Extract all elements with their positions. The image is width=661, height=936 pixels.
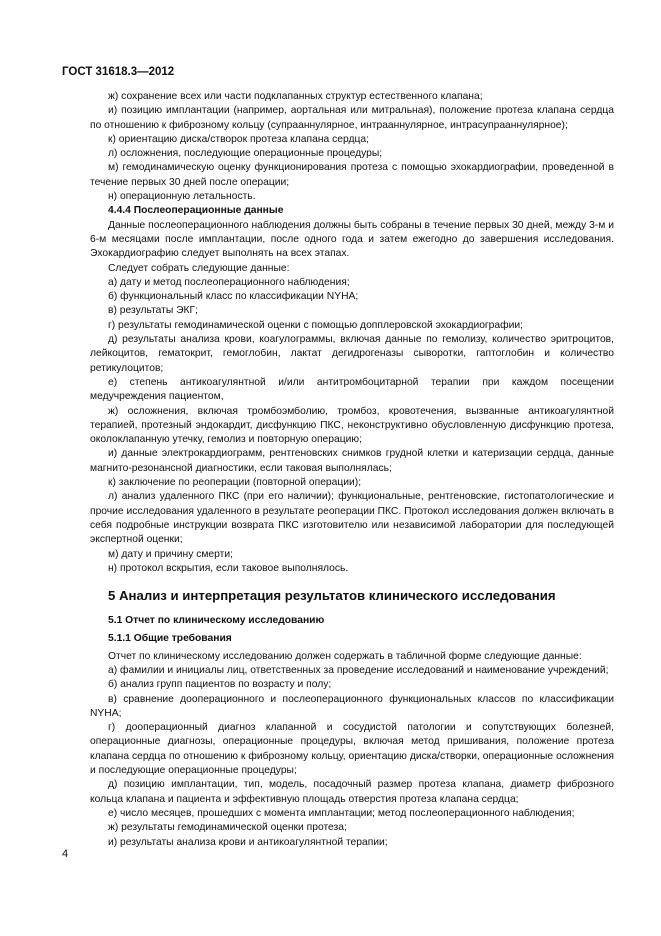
list-item: ж) результаты гемодинамической оценки протеза; xyxy=(108,822,347,834)
subsection-title-4-4-4: 4.4.4 Послеоперационные данные xyxy=(108,205,284,217)
list-item: а) фамилии и инициалы лиц, ответственных за проведение исследований и наименование учреждений; xyxy=(108,664,609,676)
list-item: л) анализ удаленного ПКС (при его наличии); функциональные, рентгеновские, гистопатологические и прочие исследования удаленного в результате реоперации ПКС. Протокол исследования должен включать в себя подробные инструкции возврата ПКС изготовителю или независимой лаборатории для последующей экспертной оценки; xyxy=(90,491,614,546)
list-item: в) результаты ЭКГ; xyxy=(108,305,198,317)
list-item: м) дату и причину смерти; xyxy=(108,548,233,560)
list-item: н) протокол вскрытия, если таковое выполнялось. xyxy=(108,562,349,574)
list-item: д) позицию имплантации, тип, модель, посадочный размер протеза клапана, диаметр фиброзного кольца клапана и пациента и эффективную площадь отверстия протеза клапана сердца; xyxy=(90,779,614,805)
document-header: ГОСТ 31618.3—2012 xyxy=(62,66,175,78)
list-item: г) дооперационный диагноз клапанной и сосудистой патологии и сопутствующих болезней, операционные диагнозы, операционные процедуры, включая метод пришивания, положение протеза клапана сердца по отношению к фиброзному кольцу, ориентацию диска/створки, операционные осложнения и последующие операционные процедуры; xyxy=(90,722,614,777)
list-item: а) дату и метод послеоперационного наблюдения; xyxy=(108,276,350,288)
list-item: ж) сохранение всех или части подклапанных структур естественного клапана; xyxy=(108,91,483,102)
list-item: и) результаты анализа крови и антикоагулянтной терапии; xyxy=(108,836,388,848)
list-item: б) функциональный класс по классификации NYHA; xyxy=(108,291,359,303)
paragraph: Следует собрать следующие данные: xyxy=(108,262,290,274)
list-item: л) осложнения, последующие операционные процедуры; xyxy=(108,148,383,160)
subsection-title-5-1: 5.1 Отчет по клиническому исследованию xyxy=(108,615,325,627)
list-item: и) данные электрокардиограмм, рентгеновских снимков грудной клетки и катеризации сердца, данные магнито-резонансной диагностики, если таковая выполнялась; xyxy=(90,448,614,474)
list-item: н) операционную летальность. xyxy=(108,191,256,203)
list-item: е) число месяцев, прошедших с момента имплантации; метод послеоперационного наблюдения; xyxy=(108,807,575,819)
list-item: д) результаты анализа крови, коагулограммы, включая данные по гемолизу, количество эритроцитов, лейкоцитов, гематокрит, гемоглобин, лактат дегидрогеназы сыворотки, гаптоглобин и количество ретикулоцитов; xyxy=(90,334,614,374)
section-title-5: 5 Анализ и интерпретация результатов клинического исследования xyxy=(108,588,556,604)
list-item: в) сравнение дооперационного и послеоперационного функциональных классов по классификации NYHA; xyxy=(90,693,614,719)
page-number: 4 xyxy=(62,848,69,860)
list-item: м) гемодинамическую оценку функционирования протеза с помощью эхокардиографии, проведенной в течение первых 30 дней после операции; xyxy=(90,162,614,188)
list-item: г) результаты гемодинамической оценки с помощью допплеровской эхокардиографии; xyxy=(108,319,523,331)
paragraph: Данные послеоперационного наблюдения должны быть собраны в течение первых 30 дней, между 3-м и 6-м месяцами после имплантации, после одного года и затем ежегодно до завершения исследования. Эхокардиографию следует выполнять на всех этапах. xyxy=(90,219,614,260)
list-item: к) ориентацию диска/створок протеза клапана сердца; xyxy=(108,133,369,145)
list-item: е) степень антикоагулянтной и/или антитромбоцитарной терапии при каждом посещении медучреждения пациентом, xyxy=(90,376,614,403)
document-body xyxy=(90,90,614,850)
list-item: б) анализ групп пациентов по возрасту и полу; xyxy=(108,679,332,691)
list-item: и) позицию имплантации (например, аортальная или митральная), положение протеза клапана сердца по отношению к фиброзному кольцу (супрааннулярное, интрааннулярное, интрасупрааннулярное); xyxy=(90,105,614,131)
list-item: ж) осложнения, включая тромбоэмболию, тромбоз, кровотечения, вызванные антикоагулянтной терапией, протезный эндокардит, дисфункцию ПКС, неконструктивно обусловленную дисфункцию протеза, околоклапанную утечку, гемолиз и повторную операцию; xyxy=(90,405,614,446)
paragraph: Отчет по клиническому исследованию должен содержать в табличной форме следующие данные: xyxy=(108,650,582,662)
subsection-title-5-1-1: 5.1.1 Общие требования xyxy=(108,633,232,645)
list-item: к) заключение по реоперации (повторной операции); xyxy=(108,477,362,489)
